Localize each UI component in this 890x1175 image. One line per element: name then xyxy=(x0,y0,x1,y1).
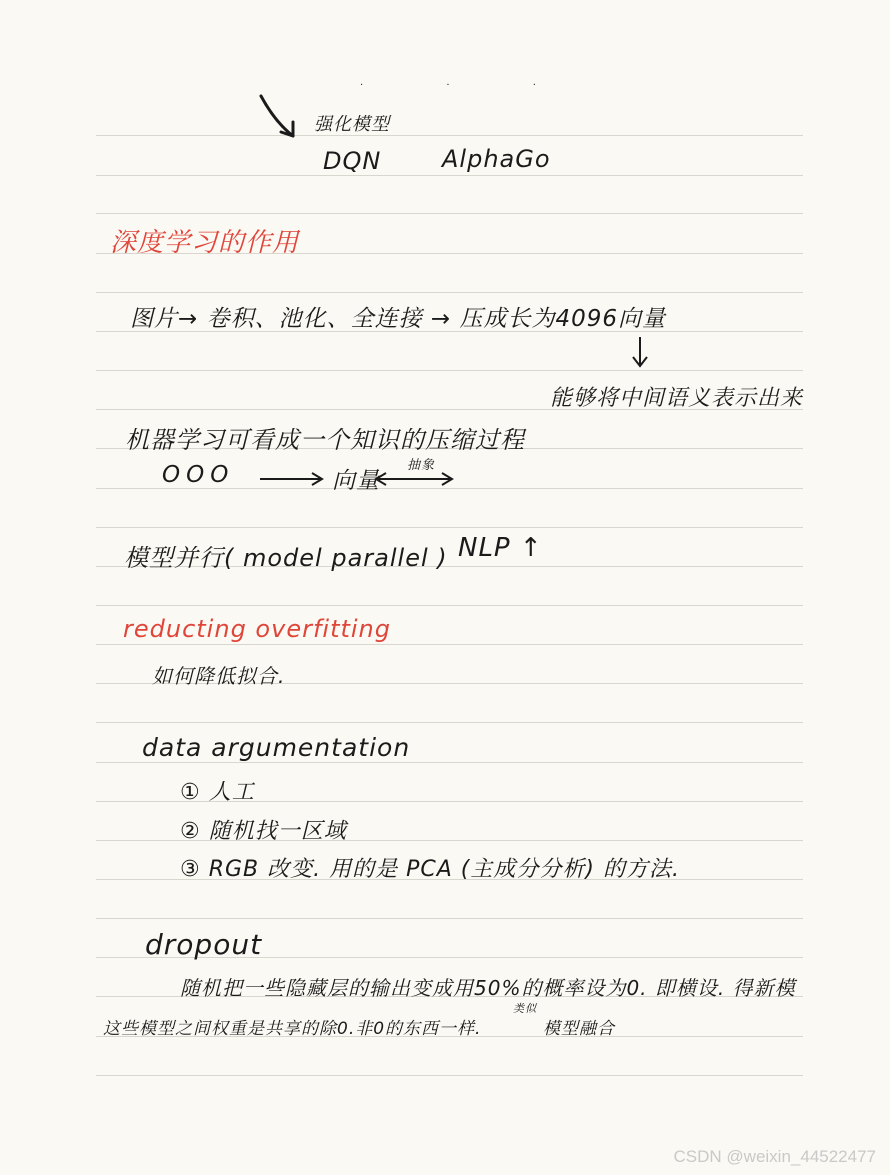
curved-arrow-icon xyxy=(255,92,305,144)
bidirectional-arrow-icon xyxy=(372,470,456,486)
reduce-fit-text: 如何降低拟合. xyxy=(152,664,286,688)
dropout-line-2: 这些模型之间权重是共享的除0.非0的东西一样. xyxy=(103,1019,482,1039)
down-arrow-icon xyxy=(630,335,650,369)
semantic-note-text: 能够将中间语义表示出来 xyxy=(550,386,804,411)
list-item-3: ③ RGB 改变. 用的是 PCA (主成分分析) 的方法. xyxy=(180,857,680,882)
image-flow-text: 图片→ 卷积、池化、全连接 → 压成长为4096向量 xyxy=(130,306,667,332)
ml-compression-text: 机器学习可看成一个知识的压缩过程 xyxy=(125,426,525,454)
right-arrow-icon xyxy=(258,470,326,486)
vector-text: 向量 xyxy=(332,468,380,494)
dropout-heading: dropout xyxy=(145,928,263,961)
alphago-text: AlphaGo xyxy=(442,145,551,173)
deep-learning-heading: 深度学习的作用 xyxy=(110,228,300,258)
list-item-2: ② 随机找一区域 xyxy=(180,819,347,844)
reducing-overfitting-heading-text: reducting overfitting xyxy=(123,615,391,643)
reinforcement-model-text: 强化模型 xyxy=(314,114,390,135)
list-item-1: ① 人工 xyxy=(180,780,255,805)
dqn-text: DQN xyxy=(323,147,382,175)
dropout-line-2-b: 模型融合 xyxy=(543,1019,615,1039)
model-parallel-text: 模型并行( model parallel ) xyxy=(124,544,448,572)
dropout-line-1: 随机把一些隐藏层的输出变成用50%的概率设为0. 即横设. 得新模 xyxy=(180,976,796,1000)
nlp-text: NLP ↑ xyxy=(458,533,543,563)
watermark: CSDN @weixin_44522477 xyxy=(673,1147,876,1166)
data-argumentation-heading: data argumentation xyxy=(142,733,411,762)
dropout-line-2-small: 类似 xyxy=(513,1002,537,1015)
top-dots: · · · xyxy=(360,80,576,91)
vector-label-text: 抽象 xyxy=(407,458,436,473)
ooo-text: OOO xyxy=(162,462,235,488)
